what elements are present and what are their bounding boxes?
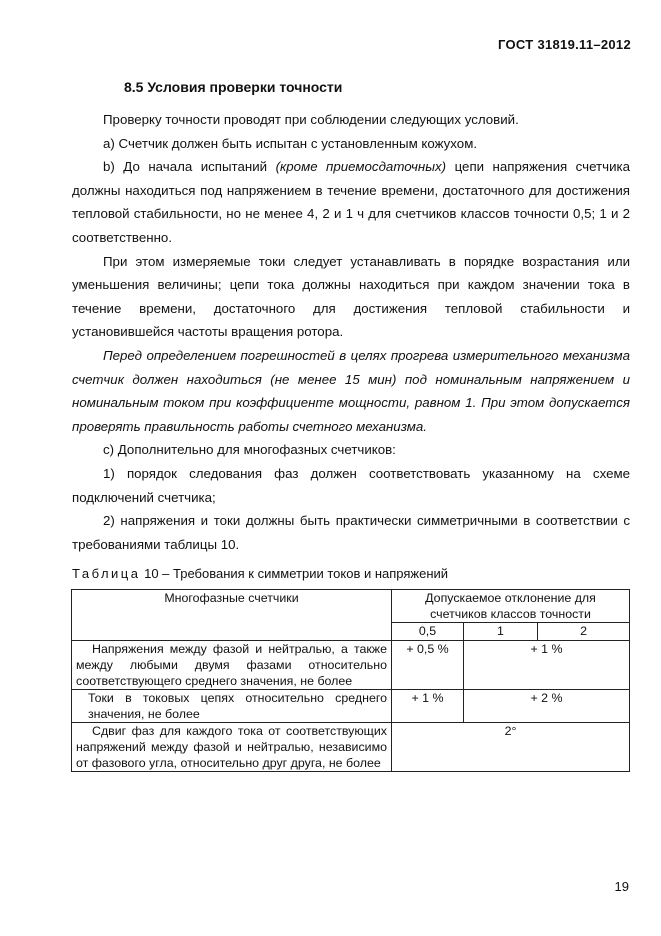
row-value-current-1-2: + 2 % [464, 690, 630, 723]
document-header: ГОСТ 31819.11–2012 [498, 37, 631, 52]
body-text [72, 108, 630, 556]
table-caption-text: 10 – Требования к симметрии токов и напряжений [140, 566, 449, 581]
paragraph-c1: 1) порядок следования фаз должен соответствовать указанному на схеме подключений счетчика; [72, 465, 630, 505]
table-row [72, 723, 630, 772]
class-header-0-5: 0,5 [392, 623, 464, 641]
paragraph-warmup: Перед определением погрешностей в целях прогрева измерительного механизма счетчик должен находиться (не менее 15 мин) под номинальным напряжением и номинальным током при коэффициенте мощности, равном 1. При этом допускается проверять правильность работы счетного механизма. [72, 347, 630, 434]
paragraph-b-start: b) До начала испытаний [103, 159, 268, 175]
row-value-voltage-1-2: + 1 % [464, 641, 630, 690]
row-description-phase-shift [72, 723, 392, 772]
class-header-1: 1 [464, 623, 538, 641]
symmetry-requirements-table [71, 589, 630, 772]
column-header-meters: Многофазные счетчики [72, 590, 392, 641]
paragraph-intro: Проверку точности проводят при соблюдении следующих условий. [103, 112, 519, 127]
row-description-voltage [72, 641, 392, 690]
page-number: 19 [614, 879, 629, 894]
row-description-phase-shift-text: Сдвиг фаз для каждого тока от соответствующих напряжений между фазой и нейтралью, независимо от фазового угла, относительно друг друга, не более [76, 724, 387, 770]
table-row [72, 641, 630, 690]
paragraph-b-italic: (кроме приемосдаточных) [275, 159, 447, 175]
paragraph-a: а) Счетчик должен быть испытан с установленным кожухом. [103, 135, 478, 151]
paragraph-currents: При этом измеряемые токи следует устанавливать в порядке возрастания или уменьшения величины; цепи тока должны находиться при каждом значении тока в течение времени, достаточного для достижения тепловой стабильности и установившейся частоты вращения ротора. [72, 253, 630, 340]
section-title: 8.5 Условия проверки точности [124, 79, 343, 95]
table-caption [72, 566, 448, 581]
class-header-2: 2 [538, 623, 630, 641]
paragraph-b [72, 155, 630, 249]
paragraph-b-end: цепи напряжения счетчика должны находиться под напряжением в течение времени, достаточного для достижения тепловой стабильности, но не менее 4, 2 и 1 ч для счетчиков классов точности 0,5; 1 и 2 соответственно. [72, 159, 631, 245]
row-value-current-0-5: + 1 % [392, 690, 464, 723]
table-row [72, 690, 630, 723]
table-caption-label: Таблица [72, 566, 141, 581]
paragraph-c: с) Дополнительно для многофазных счетчиков: [103, 442, 396, 458]
row-value-phase-shift: 2° [392, 723, 630, 772]
column-header-deviation: Допускаемое отклонение для счетчиков классов точности [392, 590, 630, 623]
paragraph-c2: 2) напряжения и токи должны быть практически симметричными в соответствии с требованиями таблицы 10. [72, 513, 630, 552]
row-description-current-text: Токи в токовых цепях относительно среднего значения, не более [88, 691, 387, 721]
row-description-current [72, 690, 392, 723]
row-value-voltage-0-5: + 0,5 % [392, 641, 464, 690]
row-description-voltage-text: Напряжения между фазой и нейтралью, а также между любыми двумя фазами относительно соответствующего среднего значения, не более [76, 642, 387, 688]
